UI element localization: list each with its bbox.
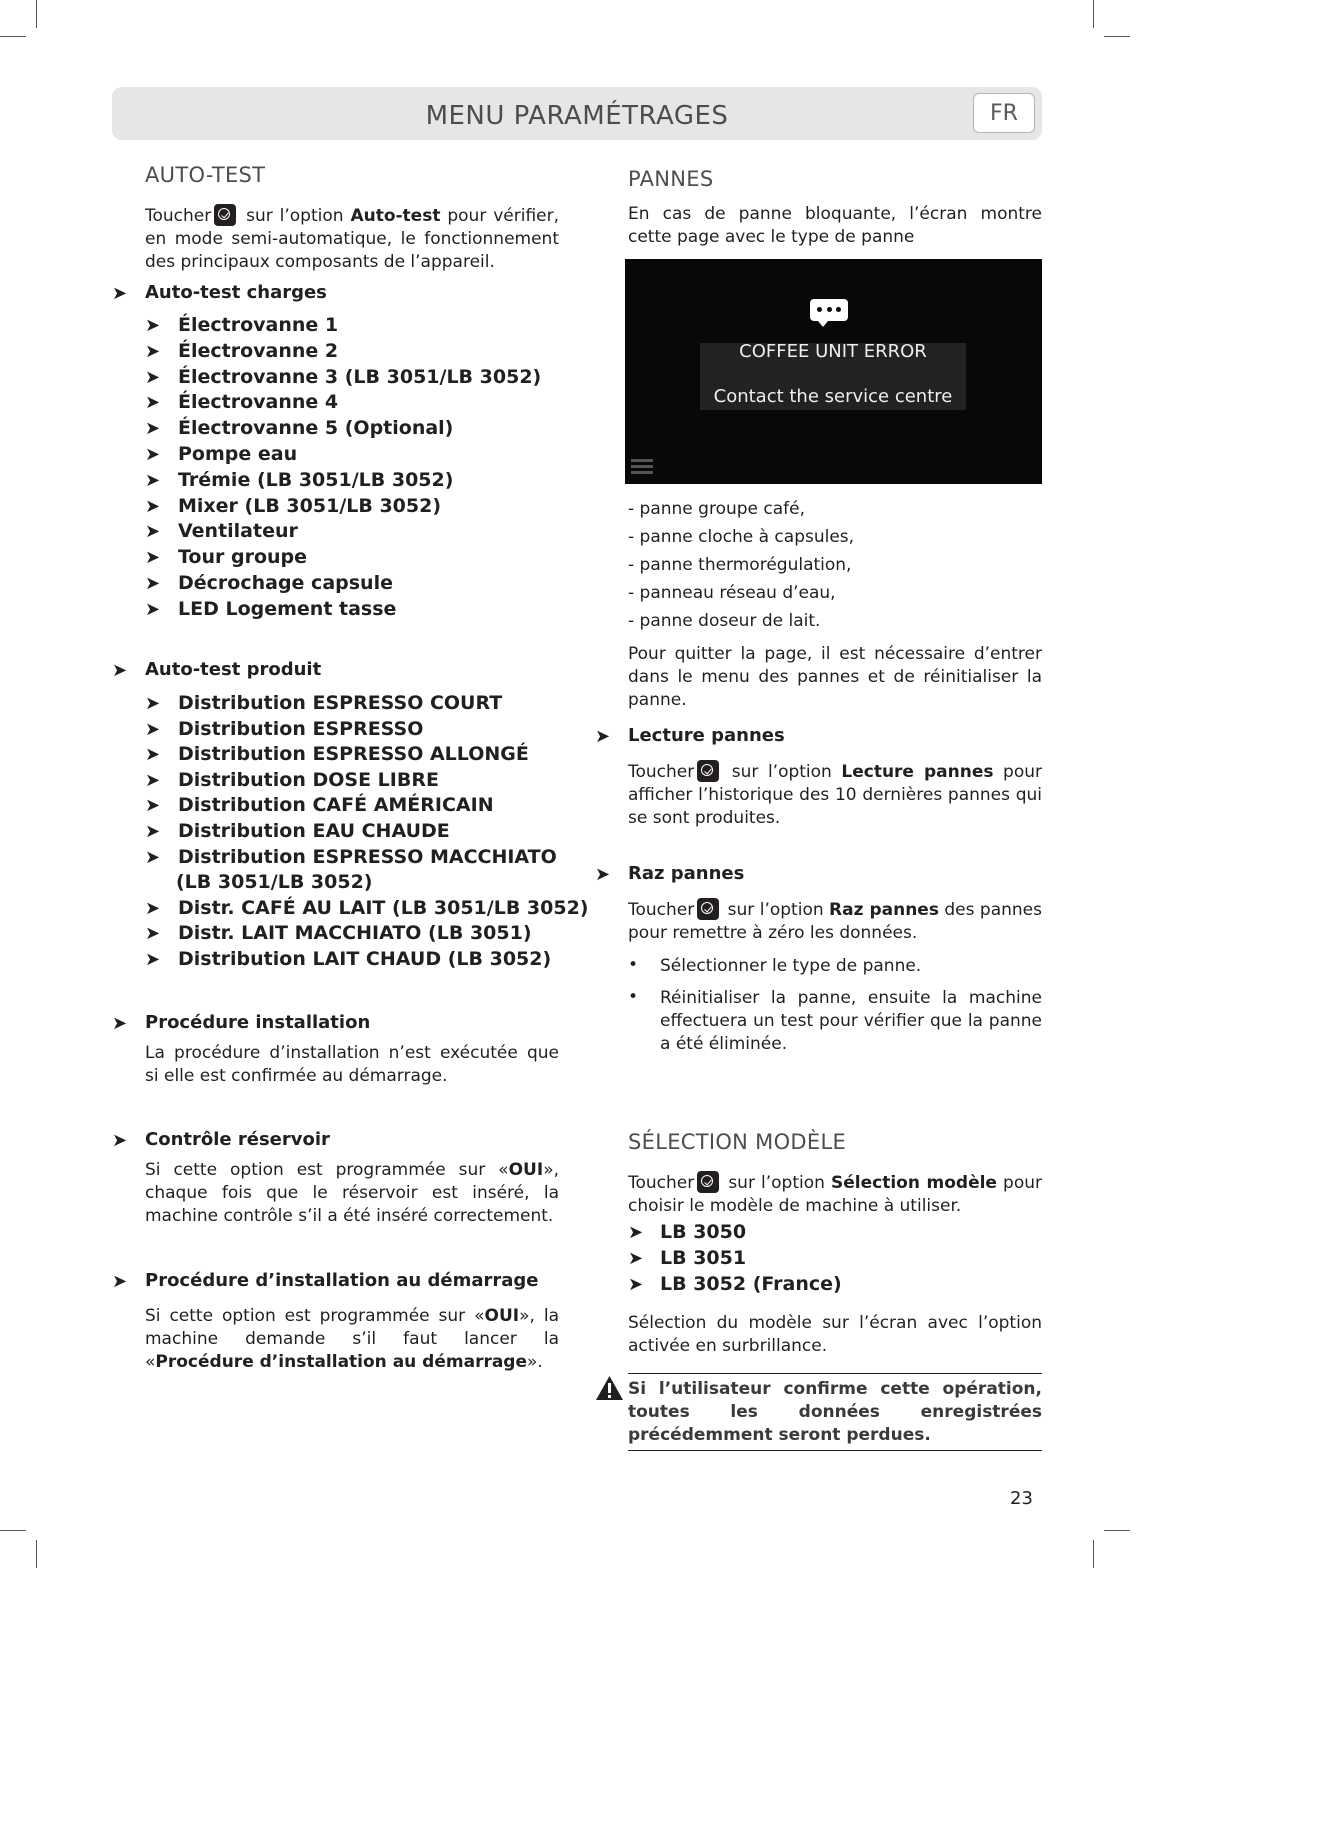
charges-item: Électrovanne 5 (Optional): [178, 417, 454, 440]
arrow-icon: ➤: [112, 660, 128, 681]
pannes-quit: Pour quitter la page, il est nécessaire d’entrer dans le menu des pannes et de réinitialiser la panne.: [628, 644, 1042, 710]
produit-item: Distribution LAIT CHAUD (LB 3052): [178, 948, 552, 970]
charges-item: Pompe eau: [178, 443, 298, 465]
reservoir-oui: OUI: [508, 1160, 544, 1180]
autotest-intro: [145, 204, 559, 274]
modele-bold: Sélection modèle: [830, 1173, 997, 1193]
modele-mid: sur l’option: [722, 1173, 831, 1193]
arrow-icon: ➤: [145, 547, 161, 569]
error-title: COFFEE UNIT ERROR: [739, 341, 927, 362]
demarrage-label: Procédure d’installation au démarrage: [145, 1270, 539, 1291]
lecture-mid: sur l’option: [722, 762, 842, 782]
autotest-produit-label: Auto-test produit: [145, 659, 322, 680]
reservoir-label: Contrôle réservoir: [145, 1129, 330, 1150]
arrow-icon: ➤: [112, 1271, 128, 1292]
warning-text: Si l’utilisateur confirme cette opération, toutes les données enregistrées précédemment seront perdues.: [628, 1373, 1042, 1451]
arrow-icon: ➤: [145, 949, 161, 970]
pannes-list-item: - panne thermorégulation,: [628, 555, 852, 575]
crop-mark: [0, 1530, 26, 1531]
reservoir-text: [145, 1159, 559, 1228]
arrow-icon: ➤: [145, 418, 161, 440]
modele-item: LB 3050: [660, 1221, 747, 1243]
charges-item: Décrochage capsule: [178, 572, 393, 594]
arrow-icon: ➤: [145, 366, 161, 388]
modele-text: [628, 1171, 1042, 1218]
arrow-icon: ➤: [145, 521, 161, 543]
crop-mark: [1104, 1530, 1130, 1531]
arrow-icon: ➤: [145, 897, 161, 919]
autotest-charges-label: Auto-test charges: [145, 282, 327, 303]
charges-item: Électrovanne 2: [178, 339, 339, 362]
arrow-icon: ➤: [112, 283, 128, 304]
crop-mark: [1093, 0, 1094, 28]
demarrage-pre: Si cette option est programmée sur «: [145, 1306, 485, 1326]
crop-mark: [0, 36, 26, 37]
charges-item: Électrovanne 3 (LB 3051/LB 3052): [178, 365, 542, 388]
arrow-icon: ➤: [145, 846, 161, 868]
produit-item: Distribution CAFÉ AMÉRICAIN: [178, 794, 494, 817]
produit-item: Distr. CAFÉ AU LAIT (LB 3051/LB 3052): [178, 896, 589, 919]
crop-mark: [1093, 1540, 1094, 1568]
arrow-icon: ➤: [145, 495, 161, 517]
arrow-icon: ➤: [145, 795, 161, 817]
arrow-icon: ➤: [145, 392, 161, 414]
modele-post: pour choisir le modèle de machine à utiliser.: [628, 1173, 1042, 1216]
charges-item: Tour groupe: [178, 546, 308, 569]
produit-item: Distribution ESPRESSO ALLONGÉ: [178, 743, 529, 766]
pannes-list-item: - panne groupe café,: [628, 499, 806, 519]
pannes-list-item: - panne cloche à capsules,: [628, 527, 855, 547]
pannes-heading: PANNES: [628, 167, 714, 191]
modele-item: LB 3051: [660, 1246, 747, 1269]
produit-item: (LB 3051/LB 3052): [176, 871, 373, 894]
crop-mark: [36, 0, 37, 28]
charges-item: Trémie (LB 3051/LB 3052): [178, 468, 454, 491]
installation-label: Procédure installation: [145, 1012, 371, 1033]
warning-icon: [595, 1375, 624, 1401]
intro-mid: sur l’option: [239, 206, 351, 226]
arrow-icon: ➤: [145, 340, 161, 362]
intro-bold: Auto-test: [350, 206, 441, 226]
arrow-icon: ➤: [145, 718, 161, 740]
confirm-check-icon: [697, 760, 719, 782]
produit-item: Distribution EAU CHAUDE: [178, 820, 450, 842]
intro-pre: Toucher: [145, 206, 212, 226]
confirm-check-icon: [214, 204, 236, 226]
arrow-icon: ➤: [595, 864, 611, 885]
raz-mid: sur l’option: [722, 900, 830, 920]
message-bubble-icon: [810, 299, 848, 321]
raz-post: des pannes pour remettre à zéro les données.: [628, 900, 1042, 943]
charges-item: Mixer (LB 3051/LB 3052): [178, 494, 442, 517]
arrow-icon: ➤: [145, 693, 161, 714]
reservoir-pre: Si cette option est programmée sur «: [145, 1160, 509, 1180]
bullet-icon: •: [628, 955, 639, 975]
arrow-icon: ➤: [145, 469, 161, 491]
produit-item: Distr. LAIT MACCHIATO (LB 3051): [178, 922, 532, 945]
installation-text: La procédure d’installation n’est exécutée que si elle est confirmée au démarrage.: [145, 1043, 559, 1086]
error-screen: [625, 259, 1042, 484]
lecture-pre: Toucher: [628, 762, 695, 782]
charges-item: Électrovanne 1: [178, 314, 339, 336]
produit-item: Distribution ESPRESSO: [178, 717, 424, 740]
intro-post: pour vérifier, en mode semi-automatique, le fonctionnement des principaux composants de l’appareil.: [145, 206, 559, 272]
menu-icon[interactable]: [631, 459, 653, 477]
demarrage-text: [145, 1305, 559, 1374]
demarrage-mid: », la machine demande s’il faut lancer la «: [145, 1306, 559, 1372]
arrow-icon: ➤: [145, 744, 161, 766]
modele-note: Sélection du modèle sur l’écran avec l’option activée en surbrillance.: [628, 1313, 1042, 1356]
arrow-icon: ➤: [145, 315, 161, 336]
lecture-text: [628, 760, 1042, 830]
arrow-icon: ➤: [145, 821, 161, 842]
lecture-label: Lecture pannes: [628, 725, 785, 746]
crop-mark: [1104, 36, 1130, 37]
lecture-bold: Lecture pannes: [841, 762, 994, 782]
language-badge: FR: [973, 93, 1035, 133]
raz-bold: Raz pannes: [829, 900, 939, 920]
arrow-icon: ➤: [112, 1130, 128, 1151]
arrow-icon: ➤: [628, 1273, 644, 1295]
confirm-check-icon: [697, 898, 719, 920]
produit-item: Distribution DOSE LIBRE: [178, 768, 439, 791]
reservoir-post: », chaque fois que le réservoir est inséré, la machine contrôle s’il a été inséré correctement.: [145, 1160, 559, 1226]
error-contact: Contact the service centre: [713, 386, 953, 407]
modele-heading: SÉLECTION MODÈLE: [628, 1130, 847, 1154]
produit-item: Distribution ESPRESSO COURT: [178, 692, 503, 714]
autotest-heading: AUTO-TEST: [145, 163, 266, 187]
arrow-icon: ➤: [145, 444, 161, 465]
modele-pre: Toucher: [628, 1173, 695, 1193]
demarrage-bold: Procédure d’installation au démarrage: [155, 1352, 528, 1372]
arrow-icon: ➤: [145, 769, 161, 791]
modele-item: LB 3052 (France): [660, 1272, 842, 1295]
demarrage-post: ».: [527, 1352, 543, 1372]
charges-item: Ventilateur: [178, 520, 298, 543]
arrow-icon: ➤: [145, 598, 161, 620]
lecture-post: pour afficher l’historique des 10 dernières pannes qui se sont produites.: [628, 762, 1043, 828]
arrow-icon: ➤: [595, 726, 611, 747]
produit-item: Distribution ESPRESSO MACCHIATO: [178, 845, 557, 868]
arrow-icon: ➤: [628, 1222, 644, 1243]
confirm-check-icon: [697, 1171, 719, 1193]
pannes-list-item: - panneau réseau d’eau,: [628, 583, 836, 603]
demarrage-oui: OUI: [484, 1306, 520, 1326]
arrow-icon: ➤: [145, 923, 161, 945]
raz-bullet: Réinitialiser la panne, ensuite la machine effectuera un test pour vérifier que la panne a été éliminée.: [660, 988, 1042, 1054]
page-title: MENU PARAMÉTRAGES: [425, 101, 729, 131]
raz-bullet: Sélectionner le type de panne.: [660, 956, 922, 976]
page-number: 23: [1010, 1488, 1033, 1509]
arrow-icon: ➤: [112, 1013, 128, 1034]
raz-label: Raz pannes: [628, 863, 745, 884]
pannes-intro: En cas de panne bloquante, l’écran montre cette page avec le type de panne: [628, 204, 1042, 247]
arrow-icon: ➤: [145, 573, 161, 594]
charges-item: LED Logement tasse: [178, 597, 397, 620]
raz-text: [628, 898, 1042, 945]
raz-pre: Toucher: [628, 900, 695, 920]
charges-item: Électrovanne 4: [178, 391, 339, 414]
bullet-icon: •: [628, 987, 639, 1007]
crop-mark: [36, 1540, 37, 1568]
pannes-list-item: - panne doseur de lait.: [628, 611, 821, 631]
section-header: [112, 87, 1042, 140]
arrow-icon: ➤: [628, 1247, 644, 1269]
